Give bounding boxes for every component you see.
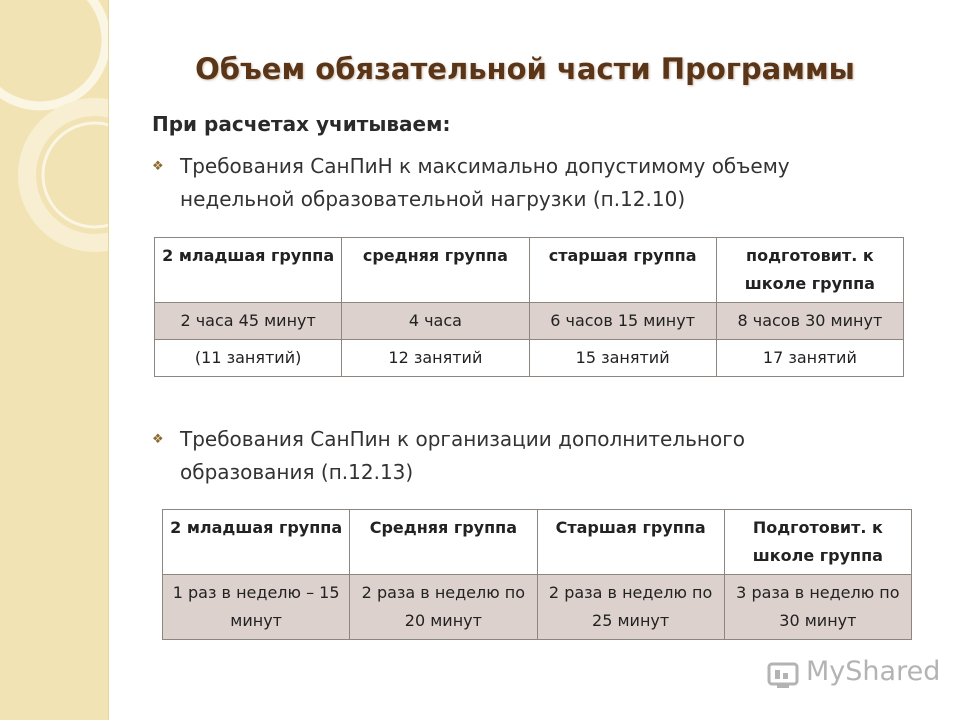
table-row bbox=[163, 575, 912, 640]
table-cell: 4 часа bbox=[342, 303, 529, 340]
table-header-cell: Старшая группа bbox=[537, 510, 724, 575]
watermark-text: MyShared bbox=[806, 656, 941, 687]
subtitle: При расчетах учитываем: bbox=[152, 112, 451, 136]
table-header-cell: средняя группа bbox=[342, 238, 529, 303]
table-header-cell: старшая группа bbox=[529, 238, 716, 303]
table-header-cell: Подготовит. к школе группа bbox=[724, 510, 911, 575]
table-cell: 3 раза в неделю по 30 минут bbox=[724, 575, 911, 640]
bullet-line: образования (п.12.13) bbox=[180, 460, 414, 484]
table-header-row bbox=[163, 510, 912, 575]
table-cell: 15 занятий bbox=[529, 340, 716, 377]
bullet-line: Требования СанПиН к максимально допустимому объему bbox=[180, 154, 790, 178]
sidebar-circles bbox=[0, 0, 108, 720]
table-header-cell: 2 младшая группа bbox=[155, 238, 342, 303]
table-cell: 17 занятий bbox=[716, 340, 903, 377]
table-cell: 2 часа 45 минут bbox=[155, 303, 342, 340]
table-cell: 8 часов 30 минут bbox=[716, 303, 903, 340]
table-cell: 2 раза в неделю по 20 минут bbox=[350, 575, 537, 640]
table-cell: 12 занятий bbox=[342, 340, 529, 377]
table-cell: 2 раза в неделю по 25 минут bbox=[537, 575, 724, 640]
bullet-line: Требования СанПин к организации дополнительного bbox=[180, 427, 745, 451]
decorative-sidebar bbox=[0, 0, 109, 720]
diamond-bullet-icon: ❖ bbox=[152, 432, 164, 447]
table-cell: 1 раз в неделю – 15 минут bbox=[163, 575, 350, 640]
table-header-cell: 2 младшая группа bbox=[163, 510, 350, 575]
table-header-cell: подготовит. к школе группа bbox=[716, 238, 903, 303]
bullet-item bbox=[152, 150, 872, 216]
table-cell: 6 часов 15 минут bbox=[529, 303, 716, 340]
table-row bbox=[155, 303, 904, 340]
table-row bbox=[155, 340, 904, 377]
table-cell: (11 занятий) bbox=[155, 340, 342, 377]
myshared-logo-icon bbox=[766, 660, 800, 690]
table-header-cell: Средняя группа bbox=[350, 510, 537, 575]
diamond-bullet-icon: ❖ bbox=[152, 159, 164, 174]
bullet-item bbox=[152, 423, 872, 489]
bullet-line: недельной образовательной нагрузки (п.12.10) bbox=[180, 187, 686, 211]
table-additional-education bbox=[162, 509, 912, 640]
table-header-row bbox=[155, 238, 904, 303]
table-weekly-load bbox=[154, 237, 904, 377]
page-title: Объем обязательной части Программы bbox=[195, 52, 855, 86]
